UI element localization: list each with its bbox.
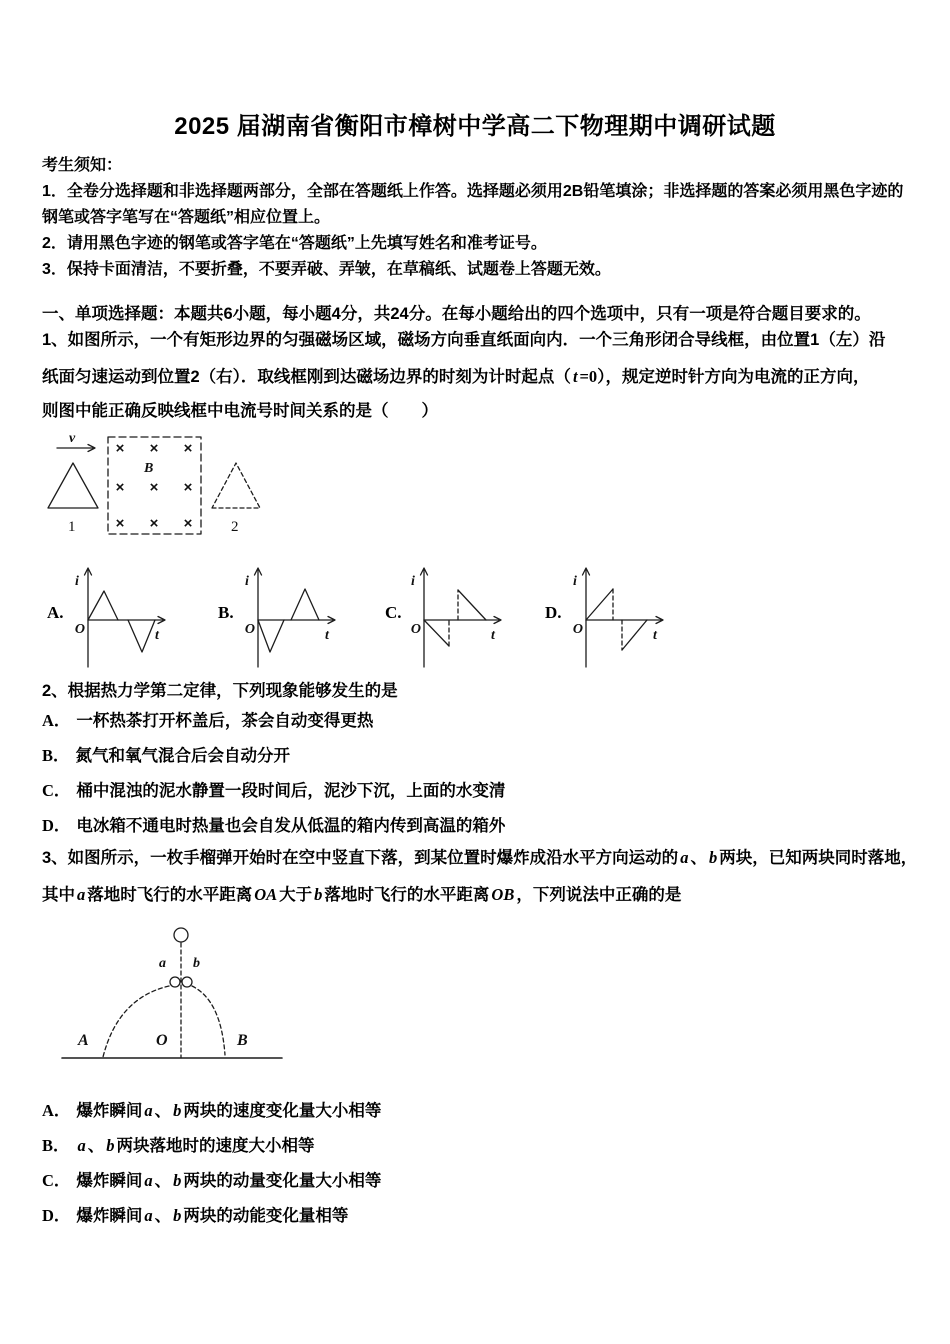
q1-stem-line-2: 纸面匀速运动到位置2（右）．取线框刚到达磁场边界的时刻为计时起点（ t =0），规定逆时针方向为电流的正方向， [42, 367, 870, 386]
notice-item-2: 2．请用黑色字迹的钢笔或答字笔在“答题纸”上先填写姓名和准考证号。 [42, 235, 547, 252]
field-b-label: B [144, 461, 154, 476]
time-axis-label: t [325, 628, 329, 643]
time-axis-label: t [155, 628, 159, 643]
field-cross-icon: × [183, 440, 193, 457]
explosion-fragment-a-circle [170, 977, 180, 987]
current-curve [458, 590, 486, 620]
current-curve [88, 591, 118, 620]
q3-stem-line-1: 3、如图所示，一枚手榴弹开始时在空中竖直下落，到某位置时爆炸成沿水平方向运动的 a 、 b 两块，已知两块同时落地， [42, 848, 918, 867]
q1-stem-line-1: 1、如图所示，一个有矩形边界的匀强磁场区域，磁场方向垂直纸面向内．一个三角形闭合导线框，由位置1（左）沿 [42, 331, 886, 349]
field-cross-icon: × [149, 479, 159, 496]
q1-option-a-letter: A. [47, 603, 64, 622]
current-curve [586, 589, 613, 620]
q2-option-d: D． 电冰箱不通电时热量也会自发从低温的箱内传到高温的箱外 [42, 816, 506, 835]
current-axis-label: i [573, 574, 577, 589]
notice-item-3: 3．保持卡面清洁，不要折叠，不要弄破、弄皱，在草稿纸、试题卷上答题无效。 [42, 261, 611, 278]
q1-option-b-graph [238, 565, 343, 673]
q2-stem: 2、根据热力学第二定律，下列现象能够发生的是 [42, 682, 398, 700]
section-1-header: 一、单项选择题：本题共6小题，每小题4分，共24分。在每小题给出的四个选项中，只有一项是符合题目要求的。 [42, 305, 871, 323]
candidate-notice [42, 153, 912, 283]
q1-stem-line-3: 则图中能正确反映线框中电流号时间关系的是（ ） [42, 402, 438, 420]
q1-option-d-letter: D. [545, 603, 562, 622]
time-axis-label: t [491, 628, 495, 643]
q3-option-a: A． 爆炸瞬间 a 、 b 两块的速度变化量大小相等 [42, 1101, 382, 1120]
notice-heading: 考生须知： [42, 157, 123, 174]
time-axis-label: t [653, 628, 657, 643]
origin-label: O [244, 622, 255, 637]
current-axis-label: i [411, 574, 415, 589]
q3-stem-line-2: 其中 a 落地时飞行的水平距离 OA 大于 b 落地时飞行的水平距离 OB ，下列说法中正确的是 [42, 885, 682, 904]
landing-point-a-label: A [78, 1032, 89, 1049]
q2-option-b: B． 氮气和氧气混合后会自动分开 [42, 746, 291, 765]
q3-option-c: C． 爆炸瞬间 a 、 b 两块的动量变化量大小相等 [42, 1171, 382, 1190]
origin-label: O [572, 622, 583, 637]
q3-option-b: B． a 、 b 两块落地时的速度大小相等 [42, 1136, 315, 1155]
q1-option-b-letter: B. [218, 603, 234, 622]
q1-option-c-graph [404, 565, 509, 673]
field-cross-icon: × [115, 515, 125, 532]
position-2-label: 2 [231, 519, 239, 535]
trajectory-b-arc [192, 986, 225, 1055]
field-cross-icon: × [115, 440, 125, 457]
origin-label: O [74, 622, 85, 637]
page-title: 2025 届湖南省衡阳市樟树中学高二下物理期中调研试题 [174, 113, 776, 140]
q3-figure [56, 920, 288, 1078]
explosion-fragment-b-circle [182, 977, 192, 987]
current-curve [291, 589, 319, 620]
current-curve [424, 620, 449, 646]
current-curve [622, 620, 647, 650]
loop-position-2 [212, 463, 260, 508]
q1-figure [45, 428, 267, 542]
current-curve [128, 620, 155, 652]
origin-o-label: O [156, 1032, 168, 1049]
fragment-a-label: a [159, 956, 166, 971]
current-axis-label: i [75, 574, 79, 589]
current-curve [258, 620, 284, 652]
q1-option-c-letter: C. [385, 603, 402, 622]
grenade-circle [174, 928, 188, 942]
q3-option-d: D． 爆炸瞬间 a 、 b 两块的动能变化量相等 [42, 1206, 349, 1225]
q2-option-a: A． 一杯热茶打开杯盖后，茶会自动变得更热 [42, 711, 374, 730]
velocity-label: v [69, 431, 76, 446]
loop-position-1 [48, 463, 98, 508]
notice-item-1: 1．全卷分选择题和非选择题两部分，全部在答题纸上作答。选择题必须用2B铅笔填涂；非选择题的答案必须用黑色字迹的钢笔或答字笔写在“答题纸”相应位置上。 [42, 183, 904, 226]
field-cross-icon: × [149, 440, 159, 457]
q1-option-a-graph [68, 565, 173, 673]
landing-point-b-label: B [237, 1032, 248, 1049]
q1-option-d-graph [566, 565, 671, 673]
ground-hatching [62, 1059, 282, 1068]
position-1-label: 1 [68, 519, 76, 535]
field-cross-icon: × [183, 479, 193, 496]
field-cross-icon: × [115, 479, 125, 496]
origin-label: O [410, 622, 421, 637]
q2-option-c: C． 桶中混浊的泥水静置一段时间后，泥沙下沉，上面的水变清 [42, 781, 506, 800]
current-axis-label: i [245, 574, 249, 589]
fragment-b-label: b [193, 956, 200, 971]
field-cross-icon: × [183, 515, 193, 532]
field-cross-icon: × [149, 515, 159, 532]
